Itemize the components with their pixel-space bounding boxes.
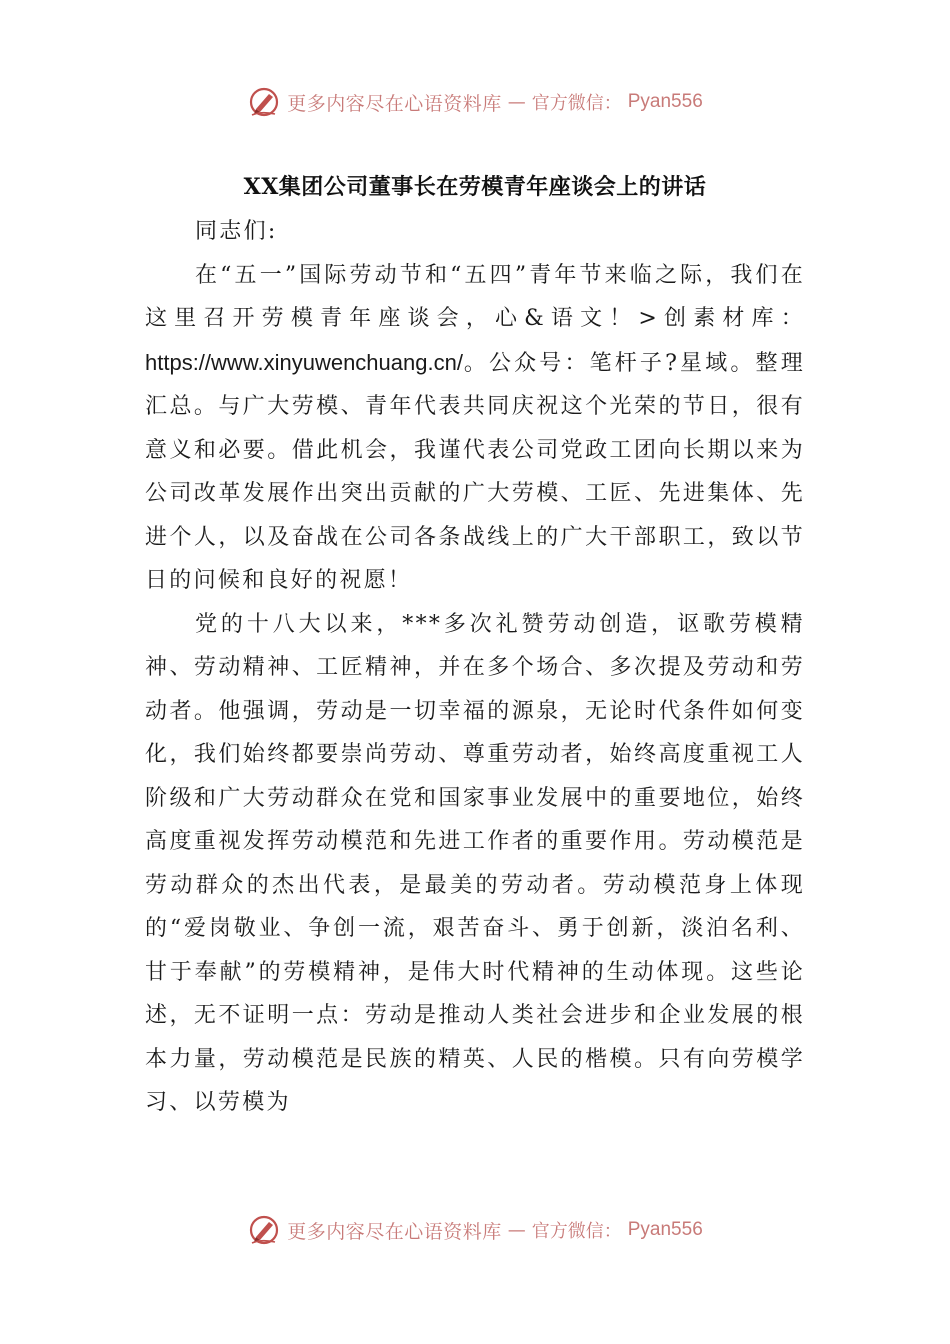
footer-watermark-banner	[0, 1210, 950, 1250]
document-body	[145, 210, 805, 1125]
salutation: 同志们:	[195, 219, 278, 244]
watermark-wechat-id: Pyan556	[627, 91, 703, 112]
watermark-site-text: 更多内容尽在心语资料库	[287, 1220, 502, 1243]
watermark-dash: —	[507, 91, 526, 113]
source-url-link[interactable]: https://www.xinyuwenchuang.cn/	[145, 349, 463, 375]
paragraph-1-text-a: 在“五一”国际劳动节和“五四”青年节来临之际，我们在这里召开劳模青年座谈会，心&语文！>创素材库：	[145, 262, 805, 331]
pen-logo-icon	[247, 85, 281, 119]
paragraph-1-text-b: 。公众号：笔杆子?星域。整理汇总。与广大劳模、青年代表共同庆祝这个光荣的节日，很有意义和必要。借此机会，我谨代表公司党政工团向长期以来为公司改革发展作出突出贡献的广大劳模、工匠、先进集体、先进个人，以及奋战在公司各条战线上的广大干部职工，致以节日的问候和良好的祝愿！	[145, 350, 805, 593]
header-watermark-banner	[0, 82, 950, 122]
watermark-wechat-label: 官方微信：	[531, 1221, 622, 1242]
watermark-wechat-id: Pyan556	[627, 1219, 703, 1240]
document-title: XX集团公司董事长在劳模青年座谈会上的讲话	[243, 174, 707, 200]
watermark-dash: —	[507, 1219, 526, 1241]
watermark-wechat-label: 官方微信：	[531, 93, 622, 114]
watermark-site-text: 更多内容尽在心语资料库	[287, 92, 502, 115]
pen-logo-icon	[247, 1213, 281, 1247]
paragraph-2: 党的十八大以来，***多次礼赞劳动创造，讴歌劳模精神、劳动精神、工匠精神，并在多个场合、多次提及劳动和劳动者。他强调，劳动是一切幸福的源泉，无论时代条件如何变化，我们始终都要崇尚劳动、尊重劳动者，始终高度重视工人阶级和广大劳动群众在党和国家事业发展中的重要地位，始终高度重视发挥劳动模范和先进工作者的重要作用。劳动模范是劳动群众的杰出代表，是最美的劳动者。劳动模范身上体现的“爱岗敬业、争创一流，艰苦奋斗、勇于创新，淡泊名利、甘于奉献”的劳模精神，是伟大时代精神的生动体现。这些论述，无不证明一点：劳动是推动人类社会进步和企业发展的根本力量，劳动模范是民族的精英、人民的楷模。只有向劳模学习、以劳模为	[145, 611, 805, 1115]
paragraph-1	[145, 254, 805, 603]
